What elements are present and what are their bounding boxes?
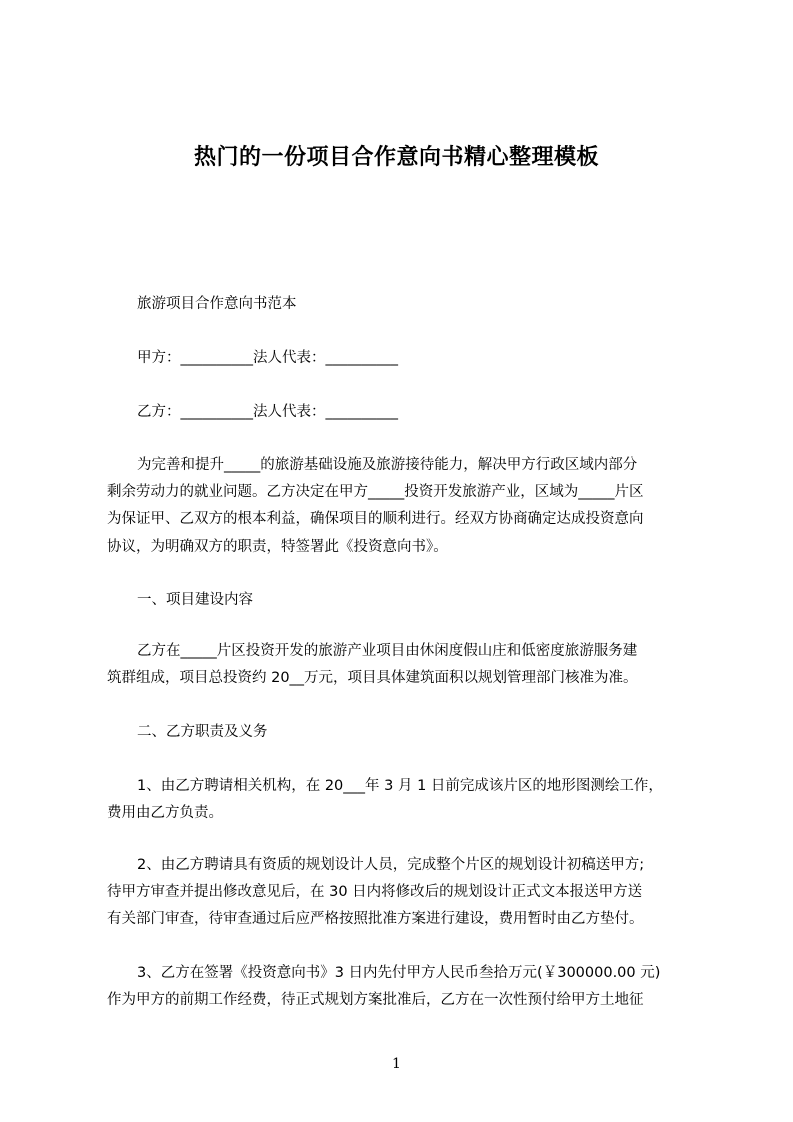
intro-line: 剩余劳动力的就业问题。乙方决定在甲方_____投资开发旅游产业，区域为_____片区 xyxy=(107,484,644,500)
document-subtitle: 旅游项目合作意向书范本 xyxy=(137,296,297,312)
item2-line: 待甲方审查并提出修改意见后，在 30 日内将修改后的规划设计正式文本报送甲方送 xyxy=(107,884,643,900)
intro-line: 为完善和提升_____的旅游基础设施及旅游接待能力，解决甲方行政区域内部分 xyxy=(137,457,638,473)
item3-line: 3、乙方在签署《投资意向书》3 日内先付甲方人民币叁拾万元(￥300000.00 元) xyxy=(137,965,661,981)
intro-line: 为保证甲、乙双方的根本利益，确保项目的顺利进行。经双方协商确定达成投资意向 xyxy=(107,511,644,527)
document-title: 热门的一份项目合作意向书精心整理模板 xyxy=(193,145,599,170)
page-number: 1 xyxy=(392,1056,401,1072)
item1-line: 费用由乙方负责。 xyxy=(107,805,223,821)
intro-line: 协议，为明确双方的职责，特签署此《投资意向书》。 xyxy=(107,539,448,555)
section-heading: 二、乙方职责及义务 xyxy=(137,724,268,740)
section1-line: 筑群组成，项目总投资约 20__万元，项目具体建筑面积以规划管理部门核准为准。 xyxy=(107,670,638,686)
section1-line: 乙方在_____片区投资开发的旅游产业项目由休闲度假山庄和低密度旅游服务建 xyxy=(137,643,638,659)
item1-line: 1、由乙方聘请相关机构，在 20___年 3 月 1 日前完成该片区的地形图测绘工作， xyxy=(137,778,663,794)
item3-line: 作为甲方的前期工作经费，待正式规划方案批准后，乙方在一次性预付给甲方土地征 xyxy=(107,992,644,1008)
party-a-line: 甲方：__________法人代表：__________ xyxy=(137,350,398,366)
item2-line: 2、由乙方聘请具有资质的规划设计人员，完成整个片区的规划设计初稿送甲方; xyxy=(137,857,645,873)
party-b-line: 乙方：__________法人代表：__________ xyxy=(137,404,398,420)
item2-line: 有关部门审查，待审查通过后应严格按照批准方案进行建设，费用暂时由乙方垫付。 xyxy=(107,911,644,927)
section-heading: 一、项目建设内容 xyxy=(137,592,253,608)
